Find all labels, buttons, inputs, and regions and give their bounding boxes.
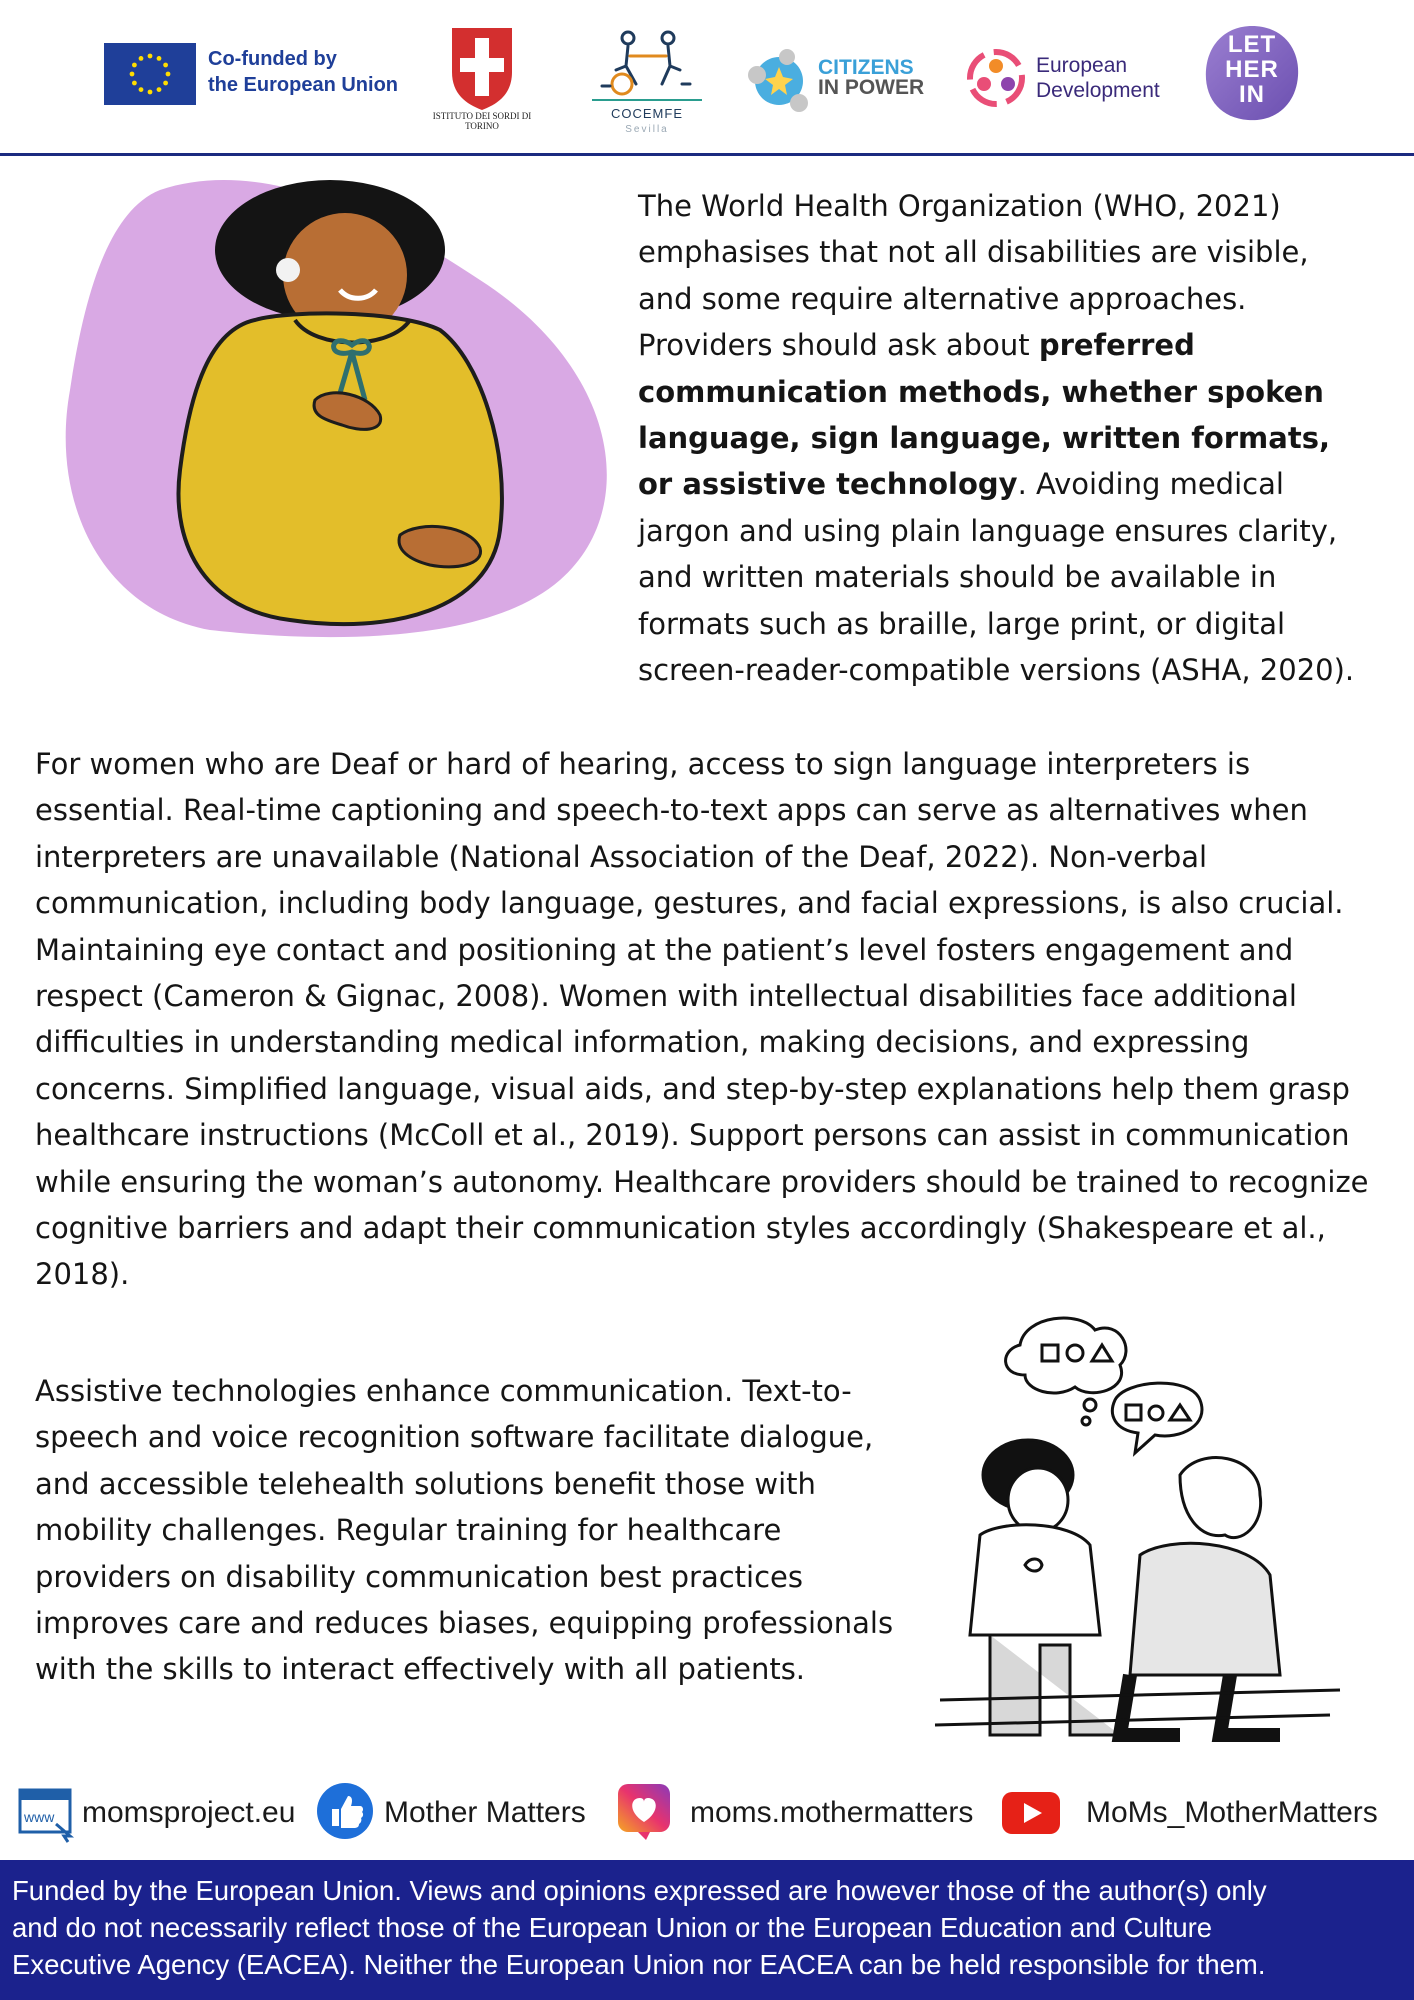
leth-text-line2: HER (1225, 56, 1279, 83)
assistive-technology-paragraph: Assistive technologies enhance communication. Text-to-speech and voice recognition software facilitate dialogue, and accessible telehealth solutions benefit those with mobility challenges. Regular training for healthcare providers on disability communication best practices improves care and reduces biases, equipping professionals with the skills to interact effectively with all patients. (35, 1374, 894, 1687)
instagram-heart-icon[interactable] (616, 1782, 676, 1842)
citizens-text-line1: CITIZENS (818, 56, 914, 79)
eu-text-line1: Co-funded by (208, 48, 337, 70)
citizens-in-power-text (818, 58, 924, 98)
european-development-logo (962, 44, 1030, 112)
cocemfe-logo-text: COCEMFE (611, 106, 683, 121)
let-her-in-text (1210, 32, 1294, 107)
header-logo-bar (0, 0, 1414, 156)
torino-logo-text: ISTITUTO DEI SORDI DI TORINO (432, 111, 532, 131)
header-divider (0, 153, 1414, 156)
website-link[interactable]: momsproject.eu (82, 1796, 296, 1829)
two-people-conversation-illustration (930, 1305, 1350, 1755)
www-icon[interactable] (16, 1782, 78, 1844)
youtube-play-icon[interactable] (1002, 1792, 1060, 1834)
cocemfe-logo (592, 26, 702, 106)
european-development-text (1036, 53, 1160, 103)
eudev-text-line2: Development (1036, 79, 1160, 102)
pregnant-woman-illustration (60, 170, 630, 650)
who-communication-paragraph (638, 183, 1368, 693)
eudev-text-line1: European (1036, 54, 1128, 77)
who-paragraph-intro: The World Health Organization (WHO, 2021) emphasises that not all disabilities are visible, and some require alternative approaches. Providers should ask about (638, 189, 1309, 363)
cocemfe-logo-subtext: Sevilla (625, 124, 669, 135)
who-paragraph-rest: . Avoiding medical jargon and using plain language ensures clarity, and written materials should be available in formats such as braille, large print, or digital screen-reader-compatible versions (ASHA, 2020). (638, 467, 1355, 688)
leth-text-line1: LET (1227, 31, 1277, 58)
thumbs-up-icon[interactable] (316, 1782, 374, 1840)
eu-cofunded-text (208, 46, 398, 98)
social-links-bar (0, 1782, 1414, 1848)
eu-disclaimer-text: Funded by the European Union. Views and opinions expressed are however those of the author(s) only and do not necessarily reflect those of the European Union or the European Education and Culture Executive Agency (EACEA). Neither the European Union nor EACEA can be held responsible for them. (12, 1875, 1267, 1980)
svg-text:www: www (24, 1809, 55, 1825)
citizens-in-power-logo (743, 45, 815, 117)
instagram-link[interactable]: moms.mothermatters (690, 1796, 974, 1829)
facebook-link[interactable]: Mother Matters (384, 1796, 586, 1829)
deaf-and-intellectual-paragraph: For women who are Deaf or hard of hearing, access to sign language interpreters is essential. Real-time captioning and speech-to-text apps can serve as alternatives when interpreters are unavailable (National Association of the Deaf, 2022). Non-verbal communication, including body language, gestures, and facial expressions, is also crucial. Maintaining eye contact and positioning at the patient’s level fosters engagement and respect (Cameron & Gignac, 2008). Women with intellectual disabilities face additional difficulties in understanding medical information, making decisions, and expressing concerns. Simplified language, visual aids, and step-by-step explanations help them grasp healthcare instructions (McColl et al., 2019). Support persons can assist in communication while ensuring the woman’s autonomy. Healthcare providers should be trained to recognize cognitive barriers and adapt their communication styles accordingly (Shakespeare et al., 2018). (35, 747, 1369, 1292)
eu-flag-logo (104, 43, 196, 105)
leth-text-line3: IN (1239, 81, 1265, 108)
citizens-text-line2: IN POWER (818, 76, 925, 99)
youtube-link[interactable]: MoMs_MotherMatters (1086, 1796, 1378, 1829)
eu-text-line2: the European Union (208, 74, 398, 96)
who-paragraph-bold-methods: preferred communication methods, whether spoken language, sign language, written formats, or assistive technology (638, 328, 1330, 502)
